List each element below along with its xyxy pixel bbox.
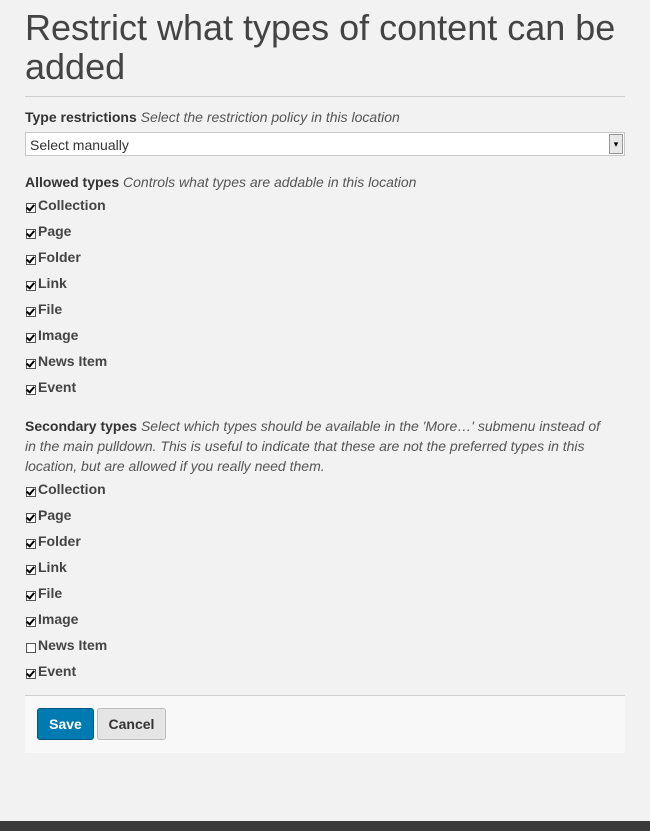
checkbox-label: Link [38,275,67,291]
secondary-type-news-item[interactable] [25,638,625,664]
checkbox-label: Folder [38,249,81,265]
secondary-type-collection[interactable] [25,482,625,508]
allowed-type-collection[interactable] [25,198,625,224]
checkbox-label: Image [38,327,79,343]
checkbox-label: Folder [38,533,81,549]
cancel-button[interactable]: Cancel [97,708,166,740]
type-restrictions-select[interactable] [25,132,625,156]
secondary-types-label [25,416,600,476]
checkbox-icon[interactable] [26,255,36,265]
checkbox-label: Collection [38,197,106,213]
checkbox-label: File [38,585,63,601]
checkbox-icon[interactable] [26,229,36,239]
checkbox-icon[interactable] [26,539,36,549]
allowed-types-help: Controls what types are addable in this location [123,174,417,190]
type-restrictions-selected-value: Select manually [30,137,129,153]
checkbox-icon[interactable] [26,385,36,395]
allowed-types-list [25,198,625,406]
type-restrictions-label [25,107,625,127]
secondary-types-help: Select which types should be available in the 'More…' submenu instead of in the main pulldown. This is useful to indicate that these are not the preferred types in this location, but are allowed if you really need them. [25,418,601,474]
checkbox-icon[interactable] [26,513,36,523]
allowed-types-title: Allowed types [25,174,120,190]
page-title: Restrict what types of content can be added [25,7,616,87]
content-area [25,0,625,753]
secondary-type-page[interactable] [25,508,625,534]
allowed-type-folder[interactable] [25,250,625,276]
secondary-type-folder[interactable] [25,534,625,560]
footer-bar [0,821,650,831]
checkbox-label: File [38,301,63,317]
checkbox-label: Page [38,507,72,523]
type-restrictions-title: Type restrictions [25,109,137,125]
checkbox-icon[interactable] [26,307,36,317]
checkbox-label: Event [38,379,77,395]
allowed-type-page[interactable] [25,224,625,250]
checkbox-icon[interactable] [26,591,36,601]
checkbox-label: Collection [38,481,106,497]
secondary-type-link[interactable] [25,560,625,586]
checkbox-label: News Item [38,637,108,653]
allowed-type-link[interactable] [25,276,625,302]
allowed-types-label [25,172,625,192]
checkbox-icon[interactable] [26,617,36,627]
checkbox-icon[interactable] [26,203,36,213]
checkbox-label: Image [38,611,79,627]
checkbox-icon[interactable] [26,643,36,653]
allowed-type-image[interactable] [25,328,625,354]
checkbox-icon[interactable] [26,281,36,291]
secondary-types-list [25,482,625,690]
checkbox-icon[interactable] [26,565,36,575]
title-divider [25,96,625,97]
secondary-types-title: Secondary types [25,418,138,434]
checkbox-icon[interactable] [26,487,36,497]
chevron-down-icon[interactable]: ▾ [609,134,623,154]
checkbox-label: Event [38,663,77,679]
checkbox-icon[interactable] [26,359,36,369]
allowed-type-news-item[interactable] [25,354,625,380]
type-restrictions-help: Select the restriction policy in this location [140,109,400,125]
checkbox-label: Link [38,559,67,575]
form-actions [25,695,625,753]
allowed-type-file[interactable] [25,302,625,328]
checkbox-icon[interactable] [26,669,36,679]
save-button[interactable]: Save [37,708,94,740]
secondary-type-image[interactable] [25,612,625,638]
secondary-type-event[interactable] [25,664,625,690]
secondary-type-file[interactable] [25,586,625,612]
checkbox-label: News Item [38,353,108,369]
allowed-type-event[interactable] [25,380,625,406]
checkbox-label: Page [38,223,72,239]
checkbox-icon[interactable] [26,333,36,343]
